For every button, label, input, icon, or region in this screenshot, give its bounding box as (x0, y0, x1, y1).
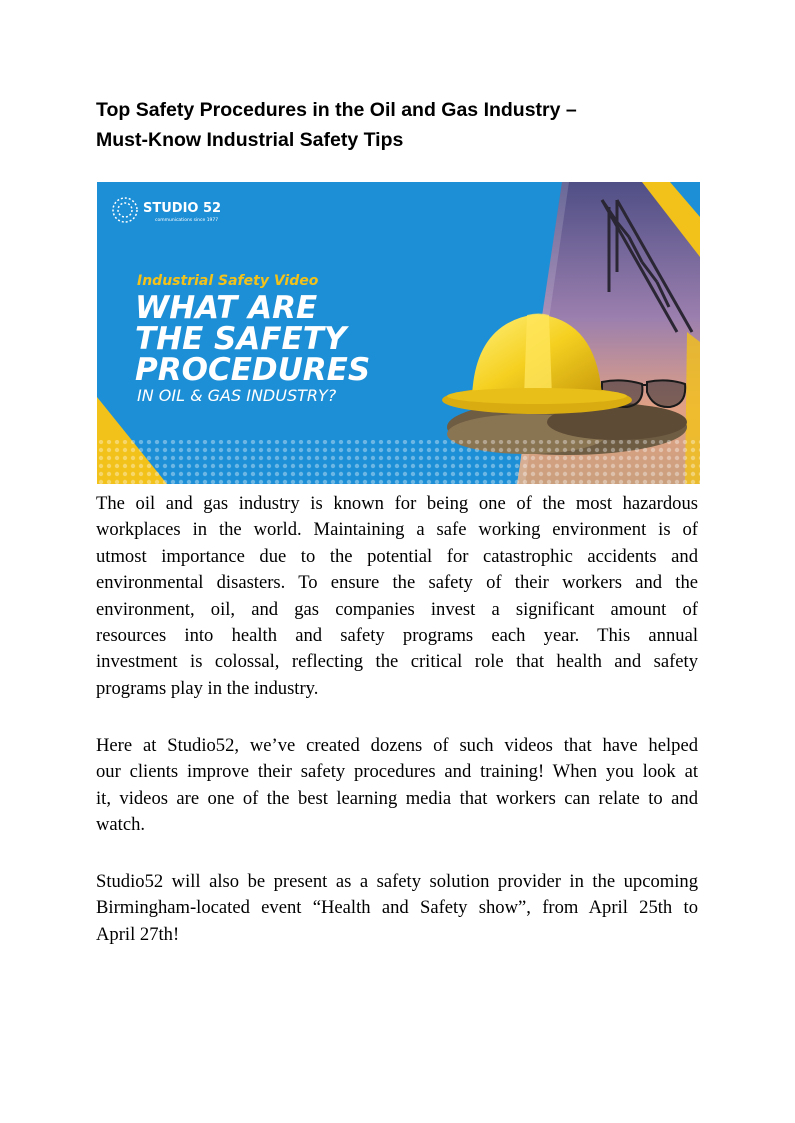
banner-headline-line: THE SAFETY (135, 321, 347, 357)
banner-headline-line: WHAT ARE (135, 290, 318, 326)
paragraph-line: utmost importance due to the potential for catastrophic accidents and (96, 545, 698, 567)
paragraph-line: Studio52 will also be present as a safety solution provider in the upcoming (96, 871, 698, 892)
title-line: Top Safety Procedures in the Oil and Gas Industry – (96, 99, 577, 121)
banner-footer-line: IN OIL & GAS INDUSTRY? (137, 386, 337, 405)
title-line: Must-Know Industrial Safety Tips (96, 129, 404, 151)
paragraph-line: The oil and gas industry is known for being one of the most hazardous (96, 493, 698, 514)
paragraph-line: environmental disasters. To ensure the safety of their workers and the (96, 572, 698, 594)
logo-name: STUDIO 52 (143, 201, 222, 216)
paragraph-line: watch. (96, 814, 146, 836)
paragraph-line: Here at Studio52, we’ve created dozens of such videos that have helped (96, 735, 698, 756)
paragraph-line: workplaces in the world. Maintaining a safe working environment is of (96, 519, 698, 541)
paragraph-line: our clients improve their safety procedures and training! When you look at (96, 761, 698, 783)
banner-headline-line: PROCEDURES (135, 352, 371, 388)
paragraph-line: it, videos are one of the best learning media that workers can relate to and (96, 787, 698, 809)
paragraph-line: resources into health and safety programs each year. This annual (96, 625, 698, 647)
paragraph-line: environment, oil, and gas companies invest a significant amount of (96, 598, 698, 620)
paragraph (96, 491, 698, 702)
paragraph-line: Birmingham-located event “Health and Safety show”, from April 25th to (96, 897, 698, 919)
paragraph-line: investment is colossal, reflecting the critical role that health and safety (96, 651, 698, 673)
paragraph (96, 733, 698, 839)
page-title (96, 95, 706, 155)
logo-tagline: communications since 1977 (155, 218, 219, 223)
paragraph-line: April 27th! (96, 923, 180, 945)
banner-image (97, 182, 700, 484)
paragraph-line: programs play in the industry. (96, 677, 319, 699)
banner-subtitle: Industrial Safety Video (137, 273, 319, 289)
paragraph (96, 869, 698, 948)
